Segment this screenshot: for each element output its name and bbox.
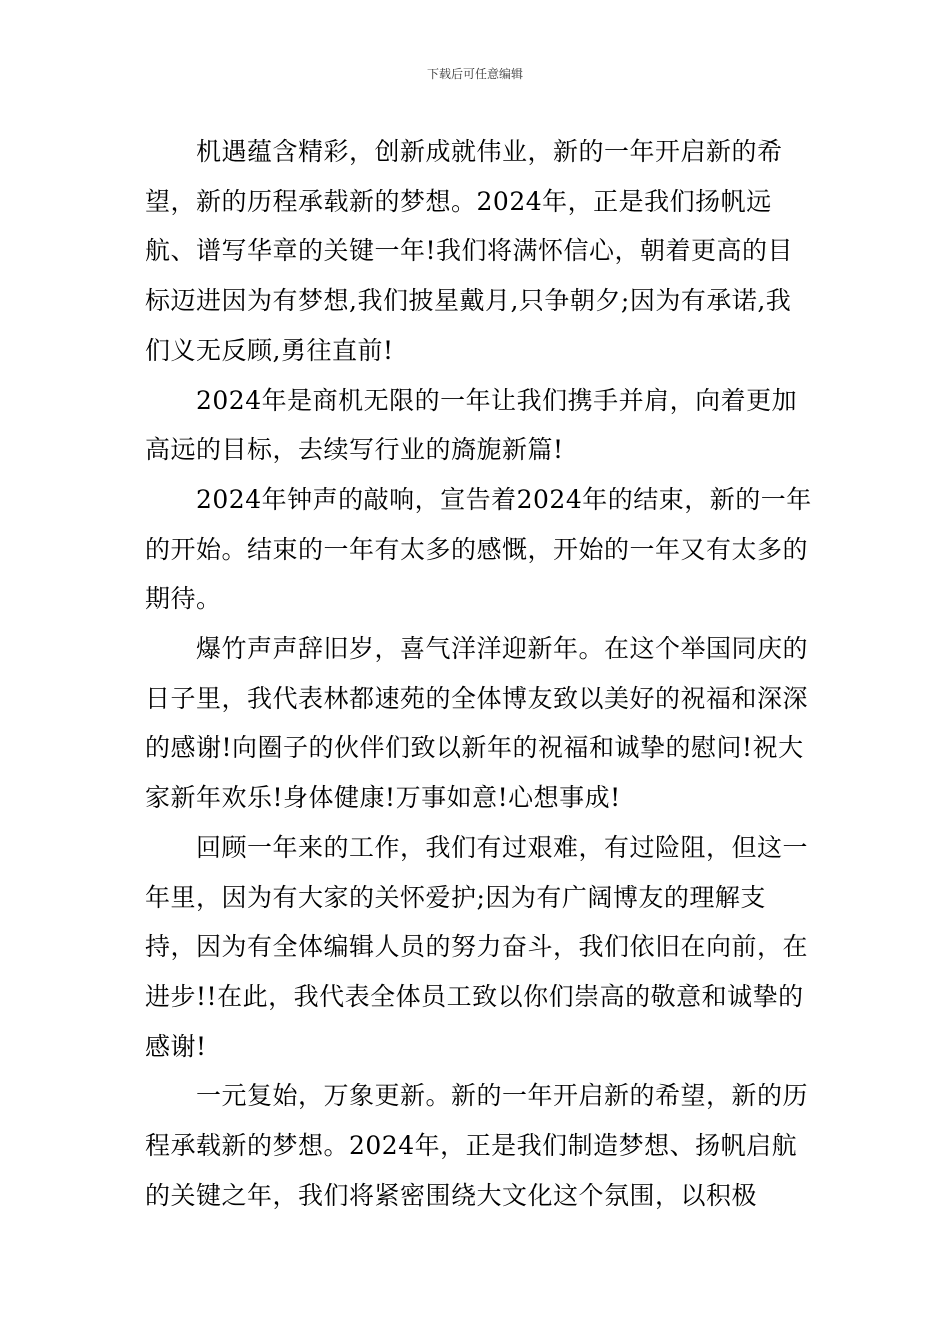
paragraph-2: 2024年是商机无限的一年让我们携手并肩，向着更加高远的目标，去续写行业的旖旎新篇! (145, 385, 798, 465)
paragraph-5: 回顾一年来的工作，我们有过艰难，有过险阻，但这一年里，因为有大家的关怀爱护;因为有广阔博友的理解支持，因为有全体编辑人员的努力奋斗，我们依旧在向前，在进步!!在此，我代表全体员工致以你们崇高的敬意和诚挚的感谢! (145, 832, 809, 1061)
paragraph-1: 机遇蕴含精彩，创新成就伟业，新的一年开启新的希望，新的历程承载新的梦想。2024年，正是我们扬帆远航、谱写华章的关键一年!我们将满怀信心，朝着更高的目标迈进因为有梦想,我们披星戴月,只争朝夕;因为有承诺,我们义无反顾,勇往直前! (145, 137, 794, 365)
paragraph-4: 爆竹声声辞旧岁，喜气洋洋迎新年。在这个举国同庆的日子里，我代表林都速苑的全体博友致以美好的祝福和深深的感谢!向圈子的伙伴们致以新年的祝福和诚挚的慰问!祝大家新年欢乐!身体健康!万事如意!心想事成! (145, 634, 809, 813)
paragraph-6: 一元复始，万象更新。新的一年开启新的希望，新的历程承载新的梦想。2024年，正是我们制造梦想、扬帆启航的关键之年，我们将紧密围绕大文化这个氛围，以积极 (145, 1081, 809, 1210)
document-body (145, 127, 813, 1220)
paragraph-3: 2024年钟声的敲响，宣告着2024年的结束，新的一年的开始。结束的一年有太多的感慨，开始的一年又有太多的期待。 (145, 484, 812, 614)
page-header: 下载后可任意编辑 (426, 67, 523, 81)
